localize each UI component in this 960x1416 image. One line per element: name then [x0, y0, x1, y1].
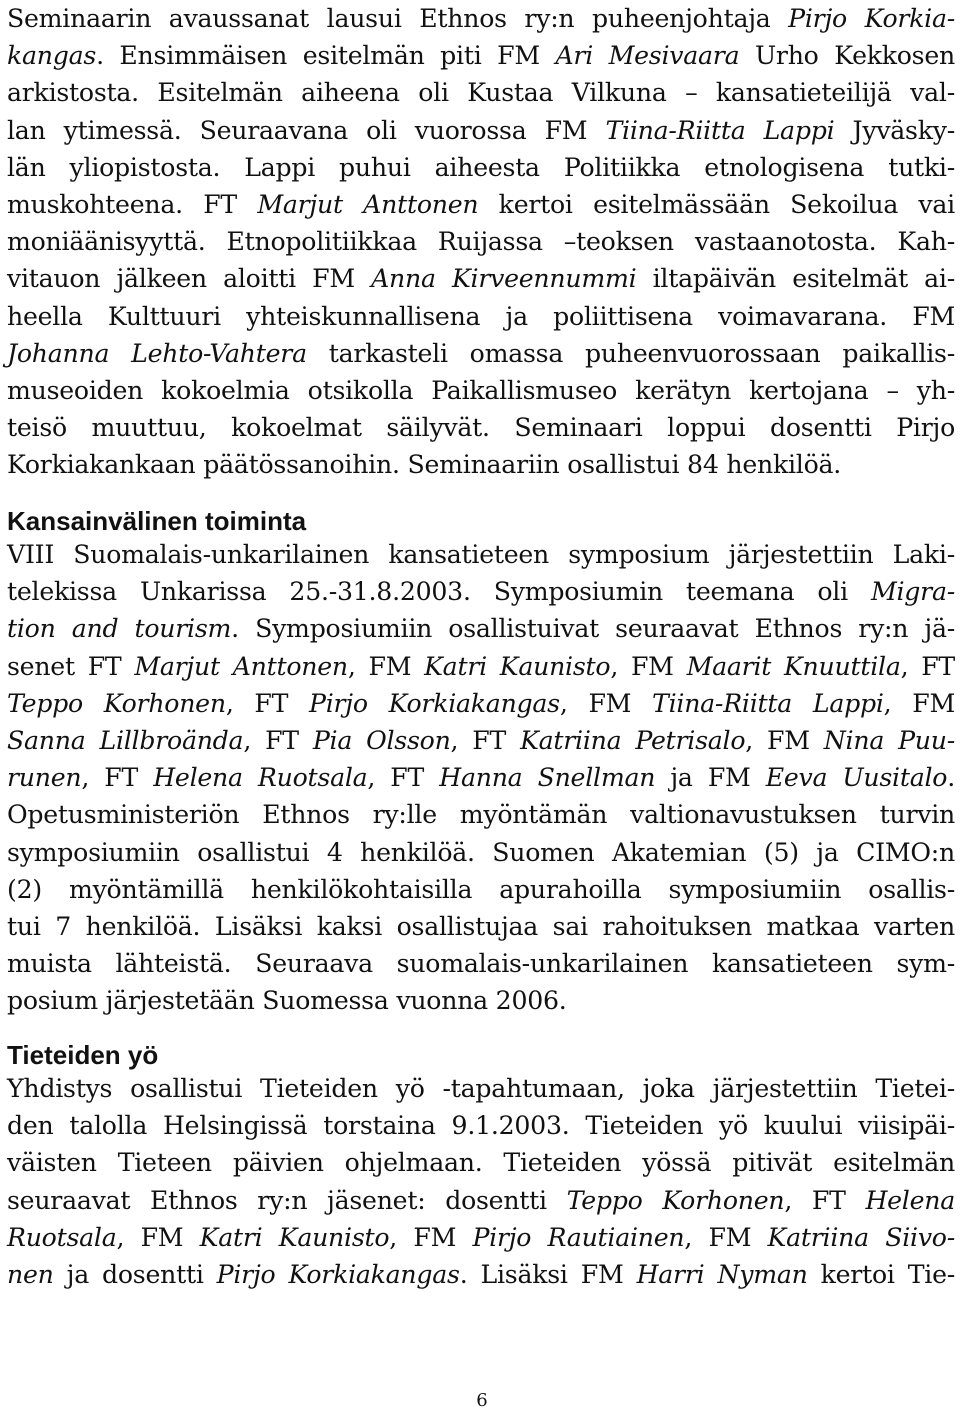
text-run: (2) myöntämillä henkilökohtaisilla apurahoilla symposiumiin osallis- — [7, 874, 955, 904]
text-run: Seminaarin avaussanat lausui Ethnos ry:n puheenjohtaja — [7, 4, 789, 33]
text-line — [7, 685, 955, 723]
italic-name: Hanna Snellman — [439, 763, 656, 793]
text-run: , FT — [81, 763, 154, 793]
italic-name: Katri Kaunisto — [199, 1222, 390, 1252]
text-run: senet FT — [7, 651, 135, 681]
text-line — [7, 74, 955, 112]
text-run: telekissa Unkarissa 25.-31.8.2003. Symposiumin teemana oli — [7, 577, 871, 607]
italic-name: Pirjo Korkiakangas — [216, 1260, 460, 1289]
text-line — [7, 446, 955, 484]
text-line — [7, 1256, 955, 1294]
text-run: kertoi esitelmässään Sekoilua vai — [478, 190, 955, 219]
italic-name: kangas — [7, 41, 97, 71]
italic-name: Maarit Knuuttila — [686, 651, 901, 681]
text-run: museoiden kokoelmia otsikolla Paikallismuseo kerätyn kertojana – yh- — [7, 376, 955, 405]
text-line — [7, 335, 955, 373]
text-run: moniäänisyyttä. Etnopolitiikkaa Ruijassa –teoksen vastaanotosta. Kah- — [7, 227, 955, 257]
text-run: , FT — [225, 688, 310, 718]
text-line — [7, 536, 955, 574]
text-line — [7, 372, 955, 410]
text-run: posium järjestetään Suomessa vuonna 2006. — [7, 986, 567, 1016]
text-line — [7, 1219, 955, 1257]
italic-name: Pia Olsson — [312, 726, 451, 755]
text-line — [7, 1107, 955, 1145]
text-run: symposiumiin osallistui 4 henkilöä. Suomen Akatemian (5) ja CIMO:n — [7, 837, 955, 867]
text-run: , FT — [243, 726, 313, 755]
italic-name: Tiina-Riitta Lappi — [652, 688, 884, 718]
text-line — [7, 871, 955, 909]
text-line — [7, 759, 955, 797]
page-number: 6 — [476, 1390, 488, 1411]
text-line — [7, 1144, 955, 1182]
italic-name: Helena Ruotsala — [153, 763, 368, 793]
text-run: Yhdistys osallistui Tieteiden yö -tapahtumaan, joka järjestettiin Tietei- — [7, 1074, 955, 1103]
text-line — [7, 149, 955, 187]
text-line — [7, 0, 955, 38]
italic-name: Tiina-Riitta Lappi — [605, 115, 835, 145]
text-line — [7, 409, 955, 447]
italic-name: Ari Mesivaara — [555, 41, 740, 71]
text-line — [7, 610, 955, 648]
italic-name: Pirjo Korkiakangas — [309, 688, 560, 718]
text-run: . Ensimmäisen esitelmän piti FM — [96, 41, 556, 71]
text-run: väisten Tieteen päivien ohjelmaan. Tieteiden yössä pitivät esitelmän — [7, 1148, 955, 1178]
text-run: heella Kulttuuri yhteiskunnallisena ja poliittisena voimavarana. FM — [7, 301, 955, 331]
text-run: . Symposiumiin osallistuivat seuraavat Ethnos ry:n jä- — [231, 614, 955, 644]
italic-name: Pirjo Korkia- — [788, 4, 956, 33]
text-run: , FM — [559, 688, 653, 718]
italic-name: runen — [7, 763, 82, 793]
text-run: muskohteena. FT — [7, 190, 258, 219]
text-run: , FM — [347, 651, 425, 681]
text-run: , FT — [450, 726, 521, 755]
text-line — [7, 945, 955, 983]
text-line — [7, 796, 955, 834]
italic-name: Katriina Petrisalo — [520, 726, 746, 755]
text-run: vitauon jälkeen aloitti FM — [7, 264, 372, 294]
text-line — [7, 260, 955, 298]
text-line — [7, 722, 955, 760]
italic-name: Nina Puu- — [823, 726, 955, 755]
text-run: , FM — [883, 688, 956, 718]
text-run: lan ytimessä. Seuraavana oli vuorossa FM — [7, 115, 606, 145]
text-run: Urho Kekkosen — [739, 41, 955, 71]
italic-name: Marjut Anttonen — [257, 190, 479, 219]
text-run: , FM — [389, 1222, 473, 1252]
text-run: ja FM — [655, 763, 766, 793]
text-run: teisö muuttuu, kokoelmat säilyvät. Seminaari loppui dosentti Pirjo — [7, 413, 955, 443]
text-line — [7, 573, 955, 611]
text-line — [7, 298, 955, 336]
text-run: , FT — [367, 763, 440, 793]
text-run: , FM — [116, 1222, 200, 1252]
italic-name: tion and tourism — [7, 614, 232, 644]
text-run: seuraavat Ethnos ry:n jäsenet: dosentti — [7, 1185, 567, 1215]
text-run: tui 7 henkilöä. Lisäksi kaksi osallistujaa sai rahoituksen matkaa varten — [7, 912, 955, 941]
text-run: tarkasteli omassa puheenvuorossaan paikallis- — [306, 338, 955, 368]
italic-name: Katri Kaunisto — [424, 651, 611, 681]
text-run: , FT — [900, 651, 955, 681]
text-run: muista lähteistä. Seuraava suomalais-unkarilainen kansatieteen sym- — [7, 949, 955, 979]
text-line — [7, 1070, 955, 1108]
italic-name: Eeva Uusitalo — [765, 763, 948, 793]
text-run: , FT — [784, 1185, 866, 1215]
italic-name: Anna Kirveennummi — [371, 264, 637, 294]
text-line — [7, 1182, 955, 1220]
heading-tieteiden-yo: Tieteiden yö — [7, 1040, 159, 1070]
text-run: arkistosta. Esitelmän aiheena oli Kustaa Vilkuna – kansatieteilijä val- — [7, 78, 955, 108]
text-run: , FM — [684, 1222, 768, 1252]
text-run: Korkiakankaan päätössanoihin. Seminaariin osallistui 84 henkilöä. — [7, 450, 842, 480]
text-line — [7, 834, 955, 872]
italic-name: Helena — [865, 1185, 956, 1215]
text-run: , FM — [610, 651, 687, 681]
text-run: ja dosentti — [53, 1260, 217, 1289]
text-line — [7, 223, 955, 261]
text-run: . Lisäksi FM — [459, 1260, 637, 1289]
text-line — [7, 112, 955, 150]
text-line — [7, 908, 955, 946]
italic-name: Sanna Lillbroända — [7, 726, 244, 755]
italic-name: Marjut Anttonen — [134, 651, 348, 681]
text-run: län yliopistosta. Lappi puhui aiheesta Politiikka etnologisena tutki- — [7, 152, 955, 182]
heading-kansainvalinen-toiminta: Kansainvälinen toiminta — [7, 506, 307, 536]
text-run: , FM — [745, 726, 824, 755]
text-run: kertoi Tie- — [807, 1260, 955, 1289]
text-line — [7, 186, 955, 224]
text-run: Jyväsky- — [834, 115, 955, 145]
italic-name: Katriina Siivo- — [767, 1222, 955, 1252]
text-run: iltapäivän esitelmät ai- — [636, 264, 955, 294]
italic-name: Harri Nyman — [636, 1260, 808, 1289]
text-run: . — [947, 763, 955, 793]
italic-name: Teppo Korhonen — [7, 688, 226, 718]
text-run: den talolla Helsingissä torstaina 9.1.2003. Tieteiden yö kuului viisipäi- — [7, 1111, 955, 1141]
italic-name: Johanna Lehto-Vahtera — [7, 338, 307, 368]
text-run: VIII Suomalais-unkarilainen kansatieteen symposium järjestettiin Laki- — [7, 540, 955, 569]
italic-name: Migra- — [870, 577, 955, 607]
text-line — [7, 37, 955, 75]
text-run: Opetusministeriön Ethnos ry:lle myöntämän valtionavustuksen turvin — [7, 800, 955, 830]
italic-name: Teppo Korhonen — [566, 1185, 785, 1215]
italic-name: nen — [7, 1260, 54, 1289]
text-line — [7, 982, 955, 1020]
italic-name: Ruotsala — [7, 1222, 117, 1252]
text-line — [7, 648, 955, 686]
italic-name: Pirjo Rautiainen — [472, 1222, 685, 1252]
